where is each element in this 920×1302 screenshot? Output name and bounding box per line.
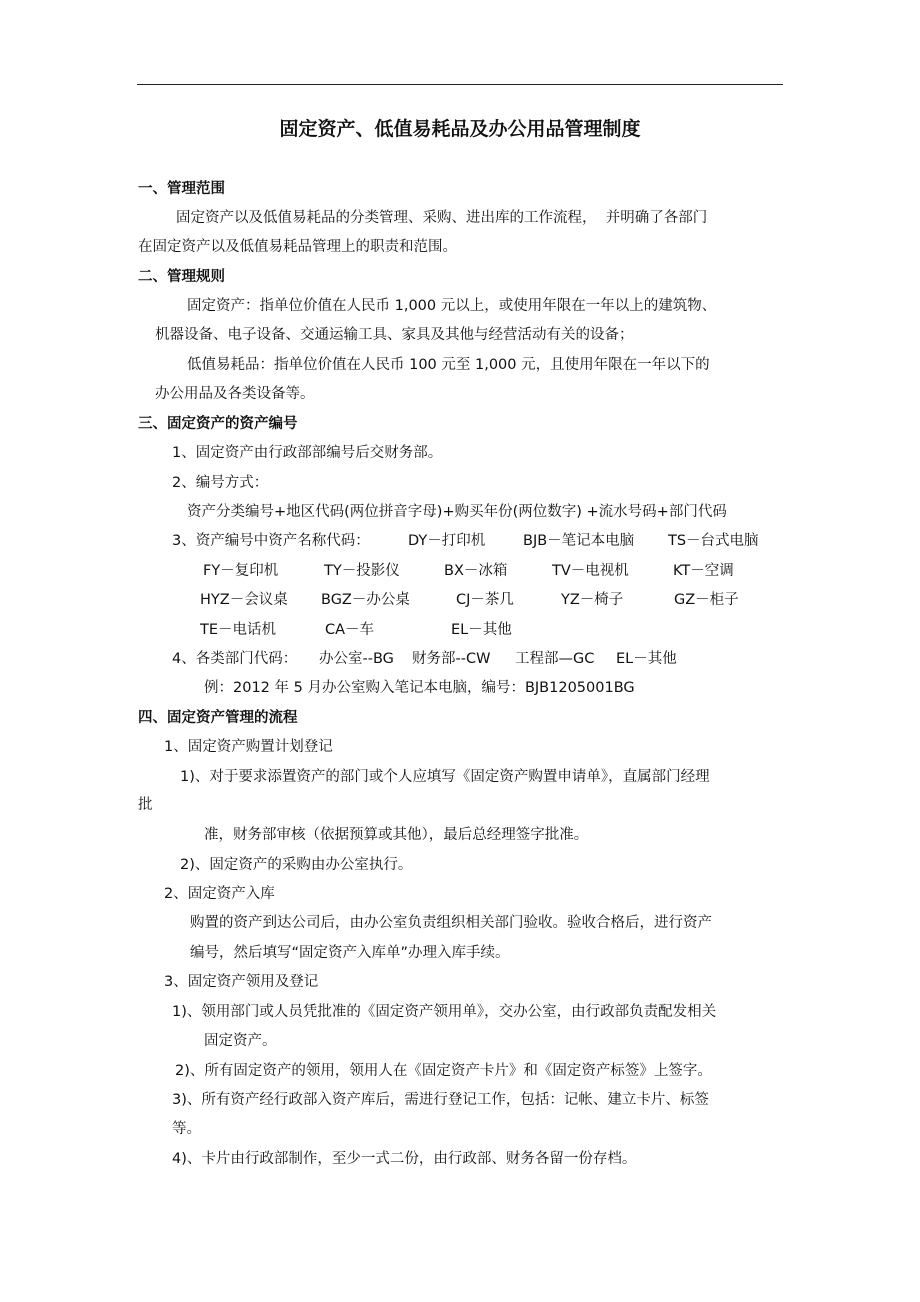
document-title: 固定资产、低值易耗品及办公用品管理制度	[279, 118, 641, 140]
asset-code: BGZ－办公桌	[321, 592, 410, 608]
paragraph-line: 4)、卡片由行政部制作，至少一式二份，由行政部、财务各留一份存档。	[172, 1151, 637, 1167]
asset-code: EL－其他	[451, 622, 512, 638]
section-heading-scope: 一、管理范围	[138, 181, 225, 197]
dept-code: 工程部—GC	[515, 651, 595, 667]
asset-code: DY－打印机	[408, 533, 486, 549]
paragraph-line: 购置的资产到达公司后，由办公室负责组织相关部门验收。验收合格后，进行资产	[190, 915, 712, 931]
asset-code: TS－台式电脑	[668, 533, 759, 549]
section-heading-rules: 二、管理规则	[138, 269, 225, 285]
dept-code: EL－其他	[616, 651, 677, 667]
paragraph-line: 固定资产：指单位价值在人民币 1,000 元以上，或使用年限在一年以上的建筑物、	[187, 298, 717, 314]
header-rule	[137, 84, 783, 85]
paragraph-line: 2)、所有固定资产的领用，领用人在《固定资产卡片》和《固定资产标签》上签字。	[175, 1063, 712, 1079]
paragraph-line: 3)、所有资产经行政部入资产库后，需进行登记工作，包括：记帐、建立卡片、标签	[172, 1092, 709, 1108]
asset-code: CA－车	[325, 622, 375, 638]
asset-code: TE－电话机	[200, 622, 277, 638]
paragraph-line: 批	[138, 797, 153, 813]
asset-code: GZ－柜子	[674, 592, 739, 608]
list-item: 1、固定资产由行政部部编号后交财务部。	[172, 445, 443, 461]
asset-code: HYZ－会议桌	[200, 592, 288, 608]
numbering-formula: 资产分类编号+地区代码(两位拼音字母)+购买年份(两位数字) +流水号码+部门代码	[187, 504, 727, 520]
asset-code: YZ－椅子	[561, 592, 624, 608]
paragraph-line: 固定资产。	[204, 1033, 277, 1049]
dept-code: 财务部--CW	[412, 651, 491, 667]
asset-code: TV－电视机	[552, 563, 629, 579]
paragraph-line: 机器设备、电子设备、交通运输工具、家具及其他与经营活动有关的设备；	[155, 327, 634, 343]
asset-code: CJ－茶几	[456, 592, 514, 608]
asset-code: BJB－笔记本电脑	[523, 533, 635, 549]
subsection-title: 2、固定资产入库	[164, 886, 275, 902]
paragraph-line: 在固定资产以及低值易耗品管理上的职责和范围。	[138, 239, 457, 255]
asset-code: BX－冰箱	[444, 563, 508, 579]
list-item: 3、资产编号中资产名称代码：	[172, 533, 370, 549]
list-item: 4、各类部门代码：	[172, 651, 298, 667]
asset-code: KT－空调	[673, 563, 734, 579]
paragraph-line: 1)、对于要求添置资产的部门或个人应填写《固定资产购置申请单》，直属部门经理	[180, 769, 710, 785]
asset-code: FY－复印机	[203, 563, 279, 579]
paragraph-line: 等。	[172, 1121, 201, 1137]
paragraph-line: 办公用品及各类设备等。	[155, 386, 315, 402]
section-heading-numbering: 三、固定资产的资产编号	[138, 416, 298, 432]
paragraph-line: 2)、固定资产的采购由办公室执行。	[180, 857, 413, 873]
paragraph-line: 低值易耗品：指单位价值在人民币 100 元至 1,000 元，且使用年限在一年以下的	[187, 357, 710, 373]
subsection-title: 3、固定资产领用及登记	[164, 974, 319, 990]
asset-code: TY－投影仪	[324, 563, 400, 579]
section-heading-process: 四、固定资产管理的流程	[138, 710, 298, 726]
paragraph-line: 1)、领用部门或人员凭批准的《固定资产领用单》，交办公室，由行政部负责配发相关	[172, 1004, 717, 1020]
paragraph-line: 编号，然后填写“固定资产入库单”办理入库手续。	[190, 945, 510, 961]
numbering-example: 例：2012 年 5 月办公室购入笔记本电脑，编号：BJB1205001BG	[204, 680, 635, 696]
list-item: 2、编号方式：	[172, 475, 269, 491]
paragraph-line: 准，财务部审核（依据预算或其他），最后总经理签字批准。	[204, 827, 589, 843]
dept-code: 办公室--BG	[319, 651, 394, 667]
paragraph-line: 固定资产以及低值易耗品的分类管理、采购、进出库的工作流程， 并明确了各部门	[176, 210, 708, 226]
subsection-title: 1、固定资产购置计划登记	[164, 739, 333, 755]
